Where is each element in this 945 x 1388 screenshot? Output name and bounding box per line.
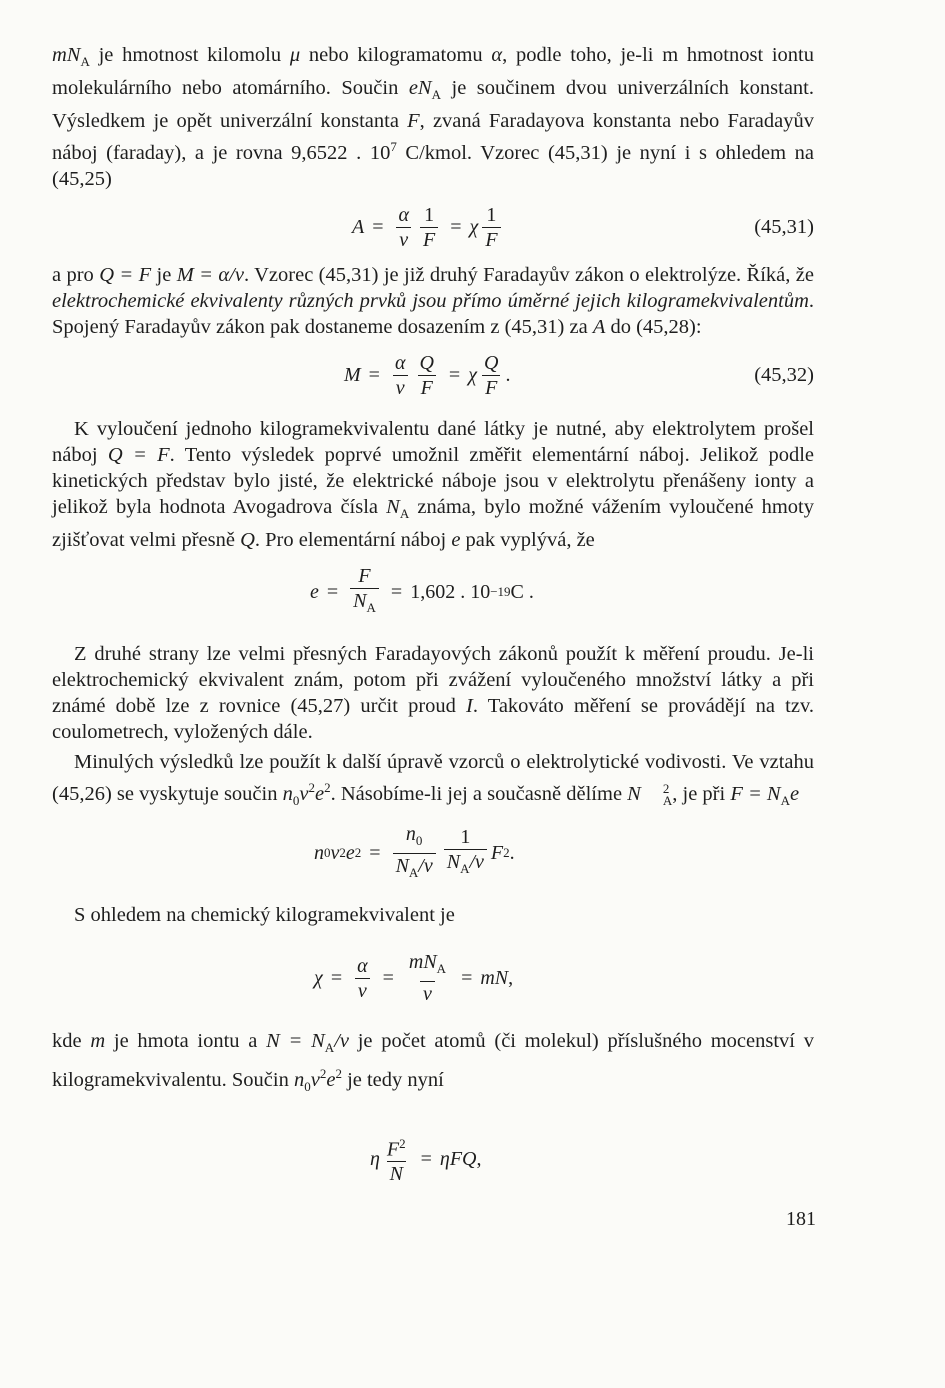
- eq-punctuation: ,: [508, 966, 514, 989]
- denominator: [444, 849, 487, 881]
- text-span: C/kmol. Vzorec (45,31) je nyní i s ohledem na (45,25): [52, 142, 815, 191]
- fraction: [393, 822, 436, 885]
- text-span: pak vyplývá, že: [460, 529, 595, 552]
- denominator: F: [482, 375, 500, 400]
- eq-symbol: A: [352, 215, 365, 238]
- eq-symbol: n: [314, 841, 324, 864]
- fraction: [444, 825, 487, 881]
- equation-eta: [52, 1114, 814, 1204]
- fraction: [392, 351, 409, 400]
- denominator-symbol: N: [395, 854, 409, 877]
- denominator: v: [420, 981, 435, 1006]
- text-span: v: [299, 782, 309, 805]
- numerator: 1: [460, 826, 471, 849]
- superscript: 2: [662, 781, 670, 797]
- subscript: A: [780, 793, 790, 809]
- eq-operator: =: [448, 363, 461, 386]
- text-span: . Tento výsledek poprvé umožnil změřit elementární náboj. Jelikož podle kinetických představ bylo jisté, že elektrické náboje jsou v elektrolytu přenášeny ionty a jelikož byla hodnota Avogadrova čísla: [52, 444, 814, 519]
- equation-n0v2e2: [52, 814, 814, 892]
- text-span: , je při: [672, 782, 731, 805]
- text-span: μ: [289, 44, 301, 66]
- denominator-symbol: /v: [469, 851, 484, 874]
- text-span: do (45,28):: [605, 316, 702, 339]
- superscript: 2: [335, 1066, 342, 1082]
- text-span: je hmotnost kilomolu: [89, 44, 290, 66]
- sup-sub-stack: [641, 783, 672, 807]
- eq-symbol: v: [330, 841, 340, 864]
- eq-operator: =: [420, 1147, 432, 1170]
- subscript: 0: [292, 793, 300, 809]
- text-span: v: [310, 1068, 320, 1091]
- fraction: [481, 351, 501, 400]
- text-span: je počet atomů (či molekul) příslušného mocenství v kilogramekvivalentu. Součin: [52, 1030, 814, 1091]
- superscript: −19: [490, 584, 511, 600]
- text-span: e: [326, 1068, 336, 1091]
- eq-value: 1,602 . 10: [410, 580, 491, 603]
- paragraph-6: [52, 902, 814, 928]
- text-span: /v: [334, 1030, 349, 1053]
- eq-operator: =: [390, 580, 403, 603]
- fraction: [384, 1132, 409, 1187]
- numerator-symbol: mN: [408, 951, 437, 974]
- text-span: je součinem dvou univerzálních konstant. Výsledkem je opět univerzální konstanta: [52, 77, 814, 133]
- superscript: 2: [399, 1135, 406, 1151]
- eq-punctuation: .: [509, 841, 515, 864]
- denominator: F: [482, 227, 500, 252]
- eq-unit: C .: [510, 580, 534, 603]
- paragraph-4: [52, 641, 814, 745]
- equation-elementary-charge: [52, 553, 814, 631]
- paragraph-1: [52, 42, 814, 192]
- text-span: K vyloučení jednoho kilogramekvivalentu dané látky je nutné, aby elektrolytem prošel náboj: [52, 418, 814, 467]
- eq-operator: =: [330, 966, 343, 989]
- numerator: α: [394, 351, 406, 374]
- superscript: 2: [324, 780, 331, 796]
- numerator: Q: [419, 351, 434, 374]
- equation-45-32: [52, 340, 814, 410]
- eq-operator: =: [372, 215, 384, 238]
- text-span: známa, bylo možné vážením vyloučené hmoty zjišťovat velmi přesně: [52, 496, 814, 552]
- text-span: N = N: [266, 1030, 325, 1053]
- denominator: v: [396, 227, 411, 252]
- subscript: A: [460, 861, 470, 877]
- text-span: N: [627, 782, 641, 805]
- text-span: e: [451, 529, 461, 552]
- superscript: 7: [390, 139, 397, 155]
- paragraph-2: [52, 262, 814, 340]
- eq-symbol: e: [310, 580, 319, 603]
- text-span: Q = F: [99, 264, 152, 287]
- text-span: Q: [240, 529, 255, 552]
- numerator: α: [357, 954, 368, 977]
- denominator: v: [393, 375, 408, 400]
- superscript: 2: [339, 845, 346, 861]
- eq-symbol: F: [490, 841, 504, 864]
- subscript: 0: [324, 845, 331, 861]
- subscript: 0: [415, 832, 423, 848]
- eq-operator: =: [461, 966, 473, 989]
- subscript: A: [662, 793, 673, 809]
- text-span: mN: [52, 44, 81, 66]
- text-span: , podle toho, je-li m hmotnost iontu molekulárního nebo atomárního. Součin: [52, 44, 814, 100]
- text-span: Z druhé strany lze velmi přesných Faradayových zákonů použít k měření proudu. Je-li elektrochemický ekvivalent znám, potom při zvážení vyloučeného množství látky a při známé době lze z rovnice (45,27) určit proud: [52, 643, 814, 718]
- subscript: A: [80, 54, 90, 70]
- subscript: A: [408, 864, 419, 880]
- fraction: [406, 950, 449, 1006]
- text-span: α: [491, 44, 503, 66]
- text-span: Q = F: [107, 444, 170, 467]
- text-span: je hmota iontu a: [105, 1030, 267, 1053]
- denominator: [393, 853, 436, 885]
- subscript: A: [366, 600, 376, 616]
- eq-operator: =: [369, 841, 381, 864]
- denominator: N: [387, 1161, 406, 1186]
- eq-punctuation: .: [505, 363, 511, 386]
- text-span: n: [293, 1068, 305, 1091]
- eq-symbol: M: [344, 363, 361, 386]
- numerator-symbol: F: [386, 1138, 400, 1161]
- numerator-symbol: n: [405, 822, 416, 845]
- text-span: I: [466, 695, 473, 718]
- eq-operator: =: [382, 966, 394, 989]
- text-span: . Pro elementární náboj: [254, 529, 452, 552]
- text-span: a pro: [52, 264, 100, 287]
- eq-symbol: e: [345, 841, 355, 864]
- numerator: α: [398, 203, 409, 226]
- denominator: v: [355, 978, 370, 1003]
- text-span: F = N: [730, 782, 781, 805]
- text-span: . Vzorec (45,31) je již druhý Faradayův zákon o elektrolýze. Říká, že: [243, 264, 814, 287]
- fraction: [354, 954, 371, 1003]
- subscript: A: [324, 1040, 335, 1056]
- denominator: F: [418, 375, 436, 400]
- text-span: elektrochemické ekvivalenty různých prvků jsou přímo úměrné jejich kilogramekvivalentům: [52, 290, 809, 313]
- numerator: [406, 950, 449, 981]
- paragraph-3: [52, 416, 814, 553]
- text-span: F: [407, 110, 420, 133]
- page-body: [52, 42, 814, 1204]
- superscript: 2: [354, 845, 362, 861]
- text-span: N: [386, 496, 400, 519]
- equation-number: (45,31): [754, 215, 814, 238]
- fraction: [416, 351, 436, 400]
- page-number: 181: [786, 1208, 816, 1230]
- text-span: n: [282, 782, 293, 805]
- text-span: S ohledem na chemický kilogramekvivalent je: [74, 904, 455, 927]
- equation-45-31: [52, 192, 814, 262]
- eq-symbol: η: [370, 1147, 380, 1170]
- eq-symbol: χ: [469, 215, 479, 238]
- text-span: . Takováto měření se provádějí na tzv. coulometrech, vyložených dále.: [52, 695, 814, 744]
- paragraph-7: [52, 1028, 814, 1100]
- paragraph-5: [52, 749, 814, 814]
- text-span: . Spojený Faradayův zákon pak dostaneme dosazením z (45,31) za: [52, 290, 814, 339]
- eq-symbol: ηFQ: [439, 1147, 477, 1170]
- eq-operator: =: [368, 363, 380, 386]
- text-span: Minulých výsledků lze použít k další úpravě vzorců o elektrolytické vodivosti. Ve vztahu (45,26) se vyskytuje součin: [52, 751, 814, 805]
- eq-punctuation: ,: [476, 1147, 482, 1170]
- text-span: A: [592, 316, 606, 339]
- numerator: Q: [484, 351, 499, 374]
- text-span: e: [314, 782, 325, 805]
- text-span: je tedy nyní: [341, 1068, 444, 1091]
- superscript: 2: [319, 1066, 327, 1082]
- numerator: [403, 822, 426, 853]
- equation-chi: [52, 936, 814, 1020]
- denominator-symbol: N: [353, 590, 367, 613]
- subscript: A: [436, 961, 447, 977]
- text-span: nebo kilogramatomu: [300, 44, 492, 66]
- subscript: A: [399, 506, 410, 522]
- superscript: 2: [308, 780, 315, 796]
- eq-symbol: χ: [314, 966, 323, 989]
- text-span: , zvaná Faradayova konstanta nebo Faradayův náboj (faraday), a je rovna 9,6522 . 10: [52, 110, 814, 165]
- numerator: 1: [424, 203, 435, 226]
- fraction: [420, 203, 438, 252]
- denominator: F: [420, 227, 438, 252]
- subscript: 0: [304, 1079, 311, 1095]
- numerator: [384, 1132, 409, 1162]
- eq-operator: =: [450, 215, 462, 238]
- denominator: [350, 588, 379, 620]
- equation-number: (45,32): [754, 363, 814, 386]
- fraction: [482, 203, 500, 252]
- denominator-symbol: N: [446, 851, 461, 874]
- eq-operator: =: [326, 580, 339, 603]
- fraction: [350, 564, 379, 620]
- eq-symbol: χ: [468, 363, 477, 386]
- denominator-symbol: /v: [418, 854, 433, 877]
- eq-symbol: mN: [480, 966, 509, 989]
- text-span: kde: [52, 1030, 91, 1053]
- subscript: A: [431, 87, 441, 103]
- text-span: m: [90, 1030, 106, 1053]
- text-span: M = α/v: [176, 264, 244, 287]
- superscript: 2: [503, 845, 510, 861]
- text-span: . Násobíme-li jej a současně dělíme: [330, 782, 628, 805]
- text-span: je: [151, 264, 177, 287]
- fraction: [396, 203, 413, 252]
- numerator: 1: [486, 203, 497, 226]
- text-span: e: [790, 782, 800, 805]
- text-span: eN: [408, 77, 432, 100]
- numerator: F: [358, 565, 371, 588]
